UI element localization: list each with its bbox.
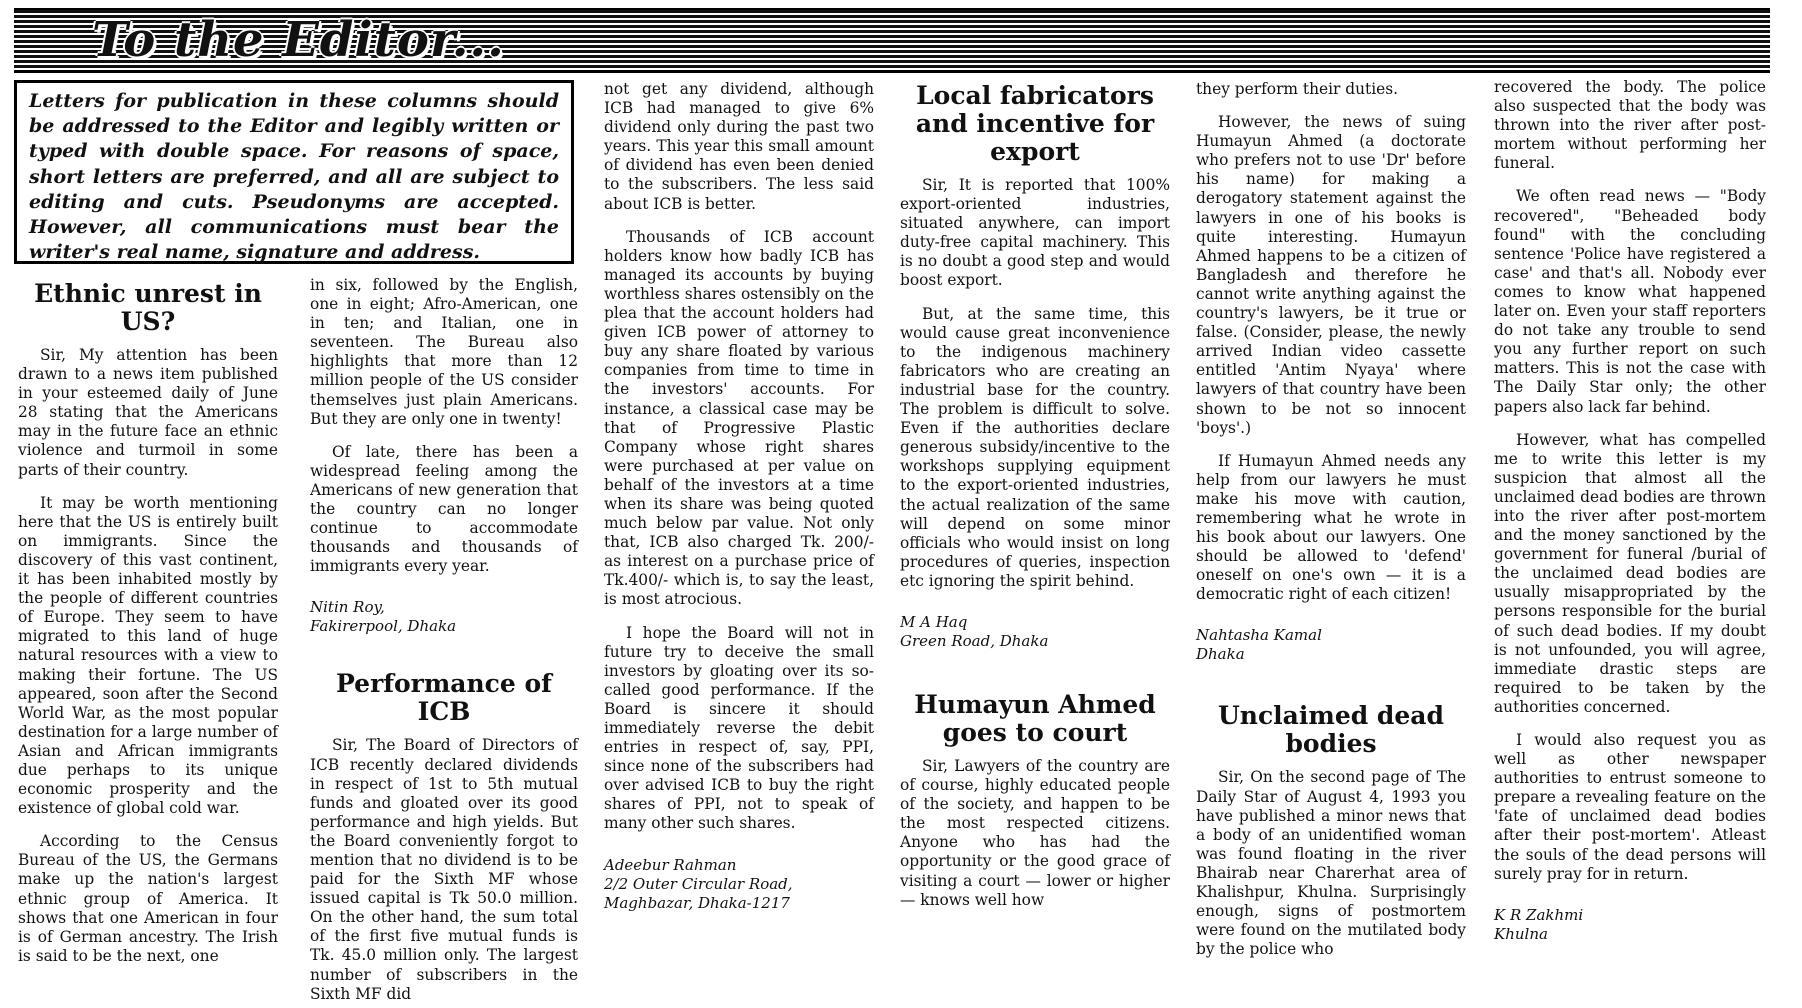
- headline-local-fabricators: Local fabricators and incentive for export: [915, 81, 1155, 166]
- letter-paragraph: But, at the same time, this would cause great inconvenience to the indigenous machinery fabricators who are creating an industrial base for the country. The problem is difficult to solve. Even if the authorities declare generous subsidy/incentive to the workshops supplying equipment to the export-oriented industries, the actual realization of the same will depend on some minor officials who would insist on long procedures of queries, inspection etc ignoring the spirit behind.: [900, 304, 1170, 590]
- letter-paragraph: However, the news of suing Humayun Ahmed (a doctorate who prefers not to use 'Dr' before his name) for making a derogatory statement against the lawyers in one of his books is quite interesting. Humayun Ahmed happens to be a citizen of Bangladesh and therefore he cannot write anything against the country's lawyers, be it true or false. (Consider, please, the newly arrived Indian video cassette entitled 'Antim Nyaya' where lawyers of that country have been shown to be not so innocent 'boys'.): [1196, 113, 1466, 437]
- signature-name: Adeebur Rahman: [604, 855, 737, 874]
- letter-paragraph: According to the Census Bureau of the US, the Germans make up the nation's largest ethnic group of America. It shows that one American in four is of German ancestry. The Irish is said to be the next, one: [18, 832, 278, 965]
- signature-fabricators: [900, 613, 1170, 651]
- signature-name: Nitin Roy,: [310, 598, 385, 617]
- letter-paragraph: Thousands of ICB account holders know how badly ICB has managed its accounts by buying worthless shares ostensibly on the plea that the account holders had given ICB power of attorney to buy any share floated by various companies from time to time in the investors' accounts. For instance, a classical case may be that of Progressive Plastic Company whose right shares were purchased at per value on behalf of the investors at a time when its share was being quoted much below par value. Not only that, ICB also charged Tk. 200/- as interest on a purchase price of Tk.400/- which is, to say the least, is most atrocious.: [604, 227, 874, 609]
- signature-ethnic: [310, 598, 578, 636]
- signature-name: M A Haq: [900, 612, 968, 631]
- letter-paragraph: recovered the body. The police also suspected that the body was thrown into the river after post-mortem without performing her funeral.: [1494, 78, 1766, 173]
- column-5: [1196, 80, 1466, 959]
- column-1: [18, 280, 278, 966]
- letter-paragraph: Of late, there has been a widespread feeling among the Americans of new generation that the country can no longer continue to accommodate thousands and thousands of immigrants every year.: [310, 442, 578, 576]
- column-6: [1494, 78, 1766, 944]
- signature-name: K R Zakhmi: [1494, 905, 1584, 924]
- letter-paragraph: in six, followed by the English, one in eight; Afro-American, one in ten; and Italian, one in seventeen. The Bureau also highlights that more than 12 million people of the US consider themselves just plain Americans. But they are only one in twenty!: [310, 276, 578, 428]
- section-masthead: [14, 8, 1770, 73]
- letter-paragraph: We often read news — "Body recovered", "Beheaded body found" with the concluding sentence 'Police have registered a case' and that's all. Nobody ever comes to know what happened later on. Even your staff reporters do not take any trouble to send you any further report on such matters. This is not the case with The Daily Star only; the other papers also lack far behind.: [1494, 187, 1766, 416]
- letter-paragraph: Sir, It is reported that 100% export-oriented industries, situated anywhere, can import duty-free capital machinery. This is no doubt a good step and would boost export.: [900, 176, 1170, 290]
- letter-paragraph: Sir, The Board of Directors of ICB recently declared dividends in respect of 1st to 5th mutual funds and gloated over its good performance and high yields. But the Board conveniently forgot to mention that no dividend is to be paid for the Sixth MF whose issued capital is Tk 50.0 million. On the other hand, the sum total of the first five mutual funds is Tk. 45.0 million only. The largest number of subscribers in the Sixth MF did: [310, 736, 578, 1003]
- letter-paragraph: not get any dividend, although ICB had managed to give 6% dividend only during the past two years. This year this small amount of dividend has even been denied to the subscribers. The less said about ICB is better.: [604, 80, 874, 213]
- signature-place: Fakirerpool, Dhaka: [310, 617, 457, 636]
- headline-icb: Performance of ICB: [336, 669, 552, 727]
- headline-ethnic-unrest: Ethnic unrest in US?: [34, 279, 262, 336]
- headline-unclaimed-dead-bodies: Unclaimed dead bodies: [1217, 701, 1444, 759]
- signature-icb: [604, 856, 874, 913]
- signature-name: Nahtasha Kamal: [1196, 626, 1322, 645]
- letter-paragraph: Sir, My attention has been drawn to a news item published in your esteemed daily of June 28 stating that the Americans may in the future face an ethnic violence and turmoil in some parts of their country.: [18, 346, 278, 479]
- letter-paragraph: However, what has compelled me to write this letter is my suspicion that almost all the unclaimed dead bodies are thrown into the river after post-mortem and the money sanctioned by the government for funeral /burial of the unclaimed dead bodies are usually misappropriated by the persons responsible for the burial of such dead bodies. If my doubt is not unfounded, you will agree, immediate drastic steps are required to be taken by the authorities concerned.: [1494, 430, 1766, 716]
- section-title: To the Editor...: [92, 12, 505, 68]
- letter-paragraph: If Humayun Ahmed needs any help from our lawyers he must make his move with caution, remembering what he wrote in his book about our lawyers. One should be allowed to 'defend' oneself on one's own — it is a democratic right of each citizen!: [1196, 451, 1466, 604]
- column-4: [900, 82, 1170, 910]
- letter-paragraph: Sir, Lawyers of the country are of course, highly educated people of the society, and happen to be the most respected citizens. Anyone who has had the opportunity or the good grace of visiting a court — lower or higher — knows well how: [900, 756, 1170, 909]
- letter-paragraph: Sir, On the second page of The Daily Star of August 4, 1993 you have published a minor news that a body of an unidentified woman was found floating in the river Bhairab near Charerhat area of Khalishpur, Khulna. Surprisingly enough, signs of postmortem were found on the mutilated body by the police who: [1196, 768, 1466, 959]
- submission-notice: Letters for publication in these columns should be addressed to the Editor and legibly written or typed with double space. For reasons of space, short letters are preferred, and all are subject to editing and cuts. Pseudonyms are accepted. However, all communications must bear the writer's real name, signature and address.: [14, 80, 574, 264]
- signature-place: Dhaka: [1196, 645, 1245, 664]
- signature-place: Maghbazar, Dhaka-1217: [604, 893, 790, 912]
- letter-paragraph: they perform their duties.: [1196, 80, 1399, 98]
- signature-humayun: [1196, 626, 1466, 664]
- signature-unclaimed: [1494, 906, 1766, 944]
- signature-address: 2/2 Outer Circular Road,: [604, 874, 793, 893]
- letter-paragraph: It may be worth mentioning here that the US is entirely built on immigrants. Since the discovery of this vast continent, it has been inhabited mostly by the people of different countries of Europe. They seem to have migrated to this land of huge natural resources with a view to making their fortune. The US appeared, soon after the Second World War, as the most popular destination for a large number of Asian and African immigrants due perhaps to its unique economic prosperity and the existence of global cold war.: [18, 493, 278, 818]
- column-3: [604, 80, 874, 913]
- letter-paragraph: I hope the Board will not in future try to deceive the small investors by gloating over its so-called good performance. If the Board is sincere it should immediately reverse the debit entries in respect of, say, PPI, since none of the subscribers had over advised ICB to buy the right shares of PPI, not to speak of many other such shares.: [604, 623, 874, 833]
- headline-humayun-ahmed: Humayun Ahmed goes to court: [914, 689, 1156, 747]
- signature-place: Khulna: [1494, 924, 1548, 943]
- column-2: [310, 276, 578, 1004]
- letter-paragraph: I would also request you as well as other newspaper authorities to entrust someone to prepare a revealing feature on the 'fate of unclaimed dead bodies after their post-mortem'. Atleast the souls of the dead persons will surely pray for in return.: [1494, 731, 1766, 883]
- signature-place: Green Road, Dhaka: [900, 631, 1049, 650]
